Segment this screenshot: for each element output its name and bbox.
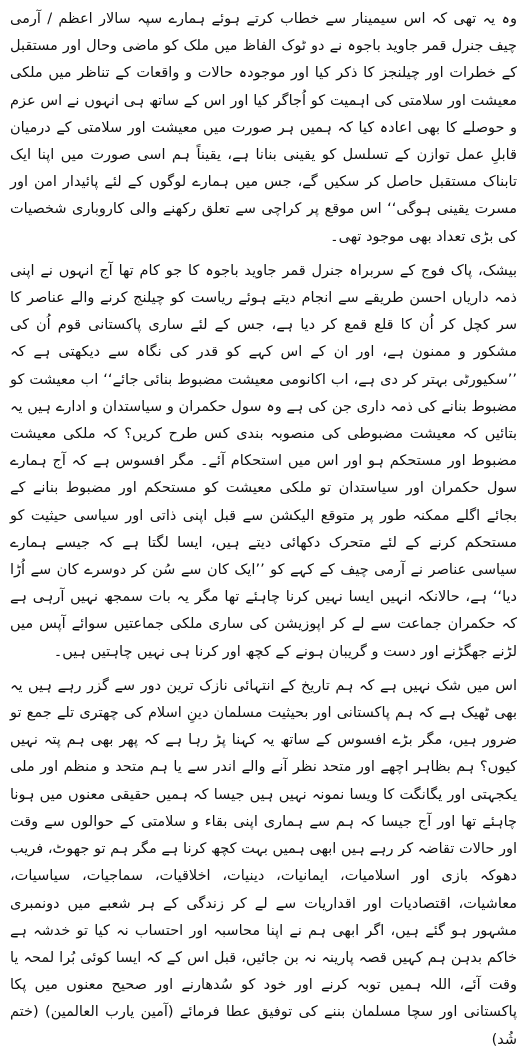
paragraph-1: وہ یہ تھی کہ اس سیمینار سے خطاب کرتے ہوئے ہمارے سپہ سالار اعظم / آرمی چیف جنرل قمر جاوید باجوہ نے دو ٹوک الفاظ میں ملک کو ماضی وحال اور مستقبل کے خطرات اور چیلنجز کا ذکر کیا اور موجودہ حالات و واقعات کے تناظر میں ملکی معیشت اور سلامتی کی اہمیت کو اُجاگر کیا اور اس کے ساتھ ہی انہوں نے اس عزم و حوصلے کا بھی اعادہ کیا کہ ہمیں ہر صورت میں معیشت اور سلامتی کے درمیان قابلِ عمل توازن کے تسلسل کو یقینی بنانا ہے، یقیناً ہم اسی صورت میں اپنا ایک تابناک مستقبل حاصل کر سکیں گے، جس میں ہمارے لوگوں کے لئے پائیدار امن اور مسرت یقینی ہوگی‘‘ اس موقع پر کراچی سے تعلق رکھنے والی کاروباری شخصیات کی بڑی تعداد بھی موجود تھی۔ <box>10 11 517 245</box>
paragraph-2: بیشک، پاک فوج کے سربراہ جنرل قمر جاوید باجوہ کا جو کام تھا آج انہوں نے اپنی ذمہ داریاں احسن طریقے سے انجام دیتے ہوئے ریاست کو چیلنج کرنے والے عناصر کا سر کچل کر اُن کا قلع قمع کر دیا ہے، جس کے لئے ساری پاکستانی قوم اُن کی مشکور و ممنون ہے، اور ان کے اس کہے کو قدر کی نگاہ سے دیکھتی ہے کہ ’’سکیورٹی بہتر کر دی ہے، اب اکانومی معیشت مضبوط بنائی جائے‘‘ اب معیشت کو مضبوط بنانے کی ذمہ داری جن کی ہے وہ سول حکمران و سیاستدان و ادارے ہیں یہ بتائیں کہ معیشت مضبوطی کی منصوبہ بندی کس طرح کریں؟ کہ ملکی معیشت مضبوط اور مستحکم ہو اور اس میں استحکام آئے۔ مگر افسوس ہے کہ آج ہمارے سول حکمران اور سیاستدان تو ملکی معیشت کو مستحکم اور مضبوط بنانے کے بجائے اگلے ممکنہ طور پر متوقع الیکشن سے قبل اپنی ذاتی اور سیاسی حیثیت کو مستحکم کرنے کے لئے متحرک دکھائی دیتے ہیں، ایسا لگتا ہے کہ جیسے ہمارے سیاسی عناصر نے آرمی چیف کے کہے کو ’’ایک کان سے سُن کر دوسرے کان سے اُڑا دیا‘‘ ہے، حالانکہ انہیں ایسا نہیں کرنا چاہئے تھا مگر یہ بات سمجھ نہیں آرہی ہے کہ حکمران جماعت سے لے کر اپوزیشن کی ساری ملکی جماعتیں سوائے آپس میں لڑنے جھگڑنے اور دست و گریبان ہونے کے کچھ اور کرنا ہی نہیں چاہتیں ہیں۔ <box>10 262 517 660</box>
paragraph-3: اس میں شک نہیں ہے کہ ہم تاریخ کے انتہائی نازک ترین دور سے گزر رہے ہیں یہ بھی ٹھیک ہے کہ ہم پاکستانی اور بحیثیت مسلمان دینِ اسلام کی چھتری تلے جمع تو ضرور ہیں، مگر بڑے افسوس کے ساتھ یہ کہنا پڑ رہا ہے کہ پھر بھی ہم پتہ نہیں کیوں؟ ہم بظاہر اچھے اور متحد نظر آنے والے اندر سے یا ہم متحد و منظم اور ملی یکجہتی اور یگانگت کا ویسا نمونہ نہیں ہیں جیسا کہ ہمیں حقیقی معنوں میں ہونا چاہئے تھا اور آج جیسا کہ ہم سے ہماری اپنی بقاء و سلامتی کے حوالوں سے وقت اور حالات تقاضہ کر رہے ہیں ابھی ہمیں بہت کچھ کرنا ہے مگر ہم تو جھوٹ، فریب دھوکہ بازی اور اسلامیات، ایمانیات، دینیات، اخلاقیات، سماجیات، سیاسیات، معاشیات، اقتصادیات اور اقداریات سے لے کر زندگی کے ہر شعبے میں دونمبری مشہور ہو گئے ہیں، اگر ابھی ہم نے اپنا محاسبہ اور احتساب نہ کیا تو خدشہ ہے خاکم بدہن ہم کہیں قصہ پارینہ نہ بن جائیں، قبل اس کے کہ ایسا کوئی بُرا لمحہ یا وقت آئے، اللہ ہمیں توبہ کرنے اور خود کو سُدھارنے اور صحیح معنوں میں پکا پاکستانی اور سچا مسلمان بننے کی توفیق عطا فرمائے (آمین یارب العالمین) (ختم شُد) <box>10 677 517 1048</box>
